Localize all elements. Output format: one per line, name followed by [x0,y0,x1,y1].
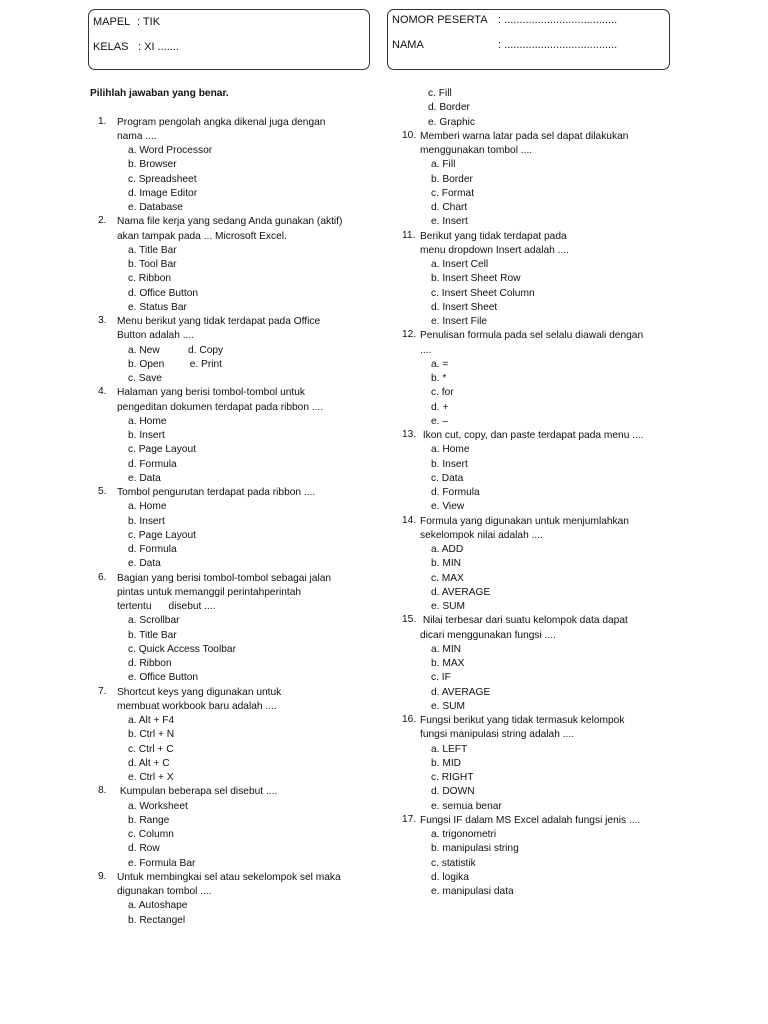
nomor-peserta-value: : ..................................... [498,14,618,26]
question-text: akan tampak pada ... Microsoft Excel. [117,230,287,242]
answer-option: e. Insert [431,216,468,228]
answer-option: e. Database [128,202,183,213]
question-text: Nama file kerja yang sedang Anda gunakan (aktif) [117,216,343,228]
question-number: 6. [98,571,107,583]
answer-option: e. manipulasi data [431,886,514,897]
mapel-label: MAPEL [93,16,131,28]
question-text: menu dropdown Insert adalah .... [420,244,569,256]
answer-option: c. Insert Sheet Column [431,287,535,299]
answer-option: e. Data [128,558,161,570]
nama-value: : ..................................... [498,39,618,51]
right-question-list [400,130,680,900]
left-question-list [90,116,380,928]
answer-option: a. MIN [431,643,462,655]
question-item [90,486,380,572]
question-number: 9. [98,870,107,882]
answer-option: d. AVERAGE [431,586,491,598]
answer-option: b. Insert [128,515,165,527]
question-item [90,215,380,315]
answer-option: e. Data [128,472,161,484]
left-column [90,87,380,928]
answer-option: c. Format [431,187,475,199]
question-number: 15. [402,614,417,626]
question-number: 10. [402,129,417,141]
answer-option: a. Home [128,501,167,513]
participant-info-box [387,9,670,70]
question-text: sekelompok nilai adalah .... [420,529,543,541]
right-column [400,87,680,899]
question-text: Halaman yang berisi tombol-tombol untuk [117,387,305,399]
question-text: tertentu disebut .... [117,601,216,612]
question-item [400,714,680,814]
question-text: Program pengolah angka dikenal juga dengan [117,116,326,128]
question-number: 1. [98,115,107,127]
answer-option: c. Column [128,829,174,840]
question-text: menggunakan tombol .... [420,145,533,156]
answer-option: d. Formula [128,458,177,470]
question-item [400,230,680,330]
answer-option: b. MID [431,757,462,769]
question-text: pintas untuk memanggil perintahperintah [117,586,302,598]
question-text: Tombol pengurutan terdapat pada ribbon .... [117,487,316,498]
kelas-value: : XI ....... [138,41,179,53]
question-number: 12. [402,329,417,341]
answer-option: b. Browser [128,159,177,171]
answer-option: d. Border [428,102,470,114]
answer-option: d. Office Button [128,287,199,299]
question-text: Shortcut keys yang digunakan untuk [117,686,282,698]
answer-option: b. Open e. Print [128,358,222,370]
answer-option: d. Alt + C [128,757,170,769]
answer-option: b. Tool Bar [128,259,177,270]
nomor-peserta-label: NOMOR PESERTA [392,14,488,26]
answer-option: d. DOWN [431,786,475,798]
question-item [90,871,380,928]
question-text: Ikon cut, copy, dan paste terdapat pada menu .... [420,430,644,441]
question-item [400,429,680,515]
answer-option: a. LEFT [431,743,468,755]
answer-option: d. Row [128,843,160,855]
answer-option: d. + [431,401,449,413]
answer-option: b. Border [431,173,473,185]
question-number: 4. [98,386,107,398]
question-number: 8. [98,785,107,797]
question-item [90,116,380,216]
answer-option: c. statistik [431,857,476,869]
answer-option: d. AVERAGE [431,686,491,698]
answer-option: c. Spreadsheet [128,173,197,185]
answer-option: d. Image Editor [128,187,198,199]
answer-option: c. Ctrl + C [128,743,174,755]
question-item [400,329,680,429]
question-text: Nilai terbesar dari suatu kelompok data dapat [420,615,628,627]
question-number: 14. [402,514,417,526]
question-text: digunakan tombol .... [117,886,212,897]
answer-option: c. Page Layout [128,444,196,456]
question-number: 3. [98,315,107,326]
question-text: .... [420,344,432,356]
mapel-value: : TIK [137,16,161,28]
question-number: 5. [98,486,107,497]
answer-option: a. ADD [431,544,464,555]
question-item [90,315,380,386]
answer-option: b. MAX [431,658,465,669]
question-text: Penulisan formula pada sel selalu diawali dengan [420,330,644,342]
answer-option: e. View [431,501,465,513]
question-text: Formula yang digunakan untuk menjumlahkan [420,515,629,527]
answer-option: b. Range [128,814,170,826]
question-number: 2. [98,215,107,227]
answer-option: d. Formula [128,544,177,555]
answer-option: b. Rectangel [128,914,186,926]
question-item [400,614,680,714]
answer-option: a. New d. Copy [128,344,224,356]
question-text: Fungsi IF dalam MS Excel adalah fungsi jenis .... [420,814,641,826]
answer-option: a. Word Processor [128,145,213,156]
answer-option: b. * [431,373,447,384]
answer-option: e. Ctrl + X [128,772,174,783]
question-number: 11. [402,229,416,241]
answer-option: b. Ctrl + N [128,729,175,741]
answer-option: b. Insert [128,430,165,441]
question-number: 16. [402,714,417,725]
question-text: membuat workbook baru adalah .... [117,700,277,712]
answer-option: b. Title Bar [128,629,177,641]
question-item [400,814,680,900]
answer-option: e. SUM [431,601,465,612]
answer-option: c. IF [431,672,451,684]
answer-option: e. Status Bar [128,301,187,313]
instruction-text: Pilihlah jawaban yang benar. [90,88,229,99]
answer-option: a. Home [128,415,167,427]
answer-option: c. Data [431,472,464,484]
answer-option: d. logika [431,871,469,883]
answer-option: c. for [431,387,454,399]
answer-option: b. Insert Sheet Row [431,273,521,285]
question-item [400,515,680,615]
answer-option: a. Scrollbar [128,615,180,627]
question-9-continued-options [400,87,680,130]
question-text: Untuk membingkai sel atau sekelompok sel maka [117,871,341,883]
answer-option: c. MAX [431,572,464,584]
answer-option: a. trigonometri [431,829,497,840]
answer-option: a. Worksheet [128,800,188,812]
question-text: Berikut yang tidak terdapat pada [420,230,567,242]
nama-label: NAMA [392,39,424,51]
answer-option: b. manipulasi string [431,843,519,855]
answer-option: a. Alt + F4 [128,715,175,726]
question-number: 17. [402,813,417,825]
answer-option: a. Home [431,444,470,456]
answer-option: d. Insert Sheet [431,301,498,313]
question-item [90,572,380,686]
answer-option: e. – [431,415,448,427]
question-text: Kumpulan beberapa sel disebut .... [117,786,278,798]
answer-option: c. RIGHT [431,772,474,783]
question-text: Button adalah .... [117,330,195,342]
question-item [90,386,380,486]
question-text: Bagian yang berisi tombol-tombol sebagai jalan [117,572,332,584]
question-number: 13. [402,429,417,440]
answer-option: c. Quick Access Toolbar [128,643,236,655]
answer-option: c. Ribbon [128,273,172,285]
question-item [90,686,380,786]
spacer [90,101,380,115]
question-item [400,130,680,230]
answer-option: a. Title Bar [128,244,177,256]
question-item [90,785,380,871]
answer-option: e. Insert File [431,316,488,327]
answer-option: c. Page Layout [128,529,196,541]
answer-option: a. Insert Cell [431,259,489,270]
answer-option: d. Ribbon [128,658,172,669]
answer-option: b. MIN [431,558,462,570]
question-text: Memberi warna latar pada sel dapat dilakukan [420,130,629,142]
question-text: nama .... [117,130,157,142]
answer-option: e. Formula Bar [128,857,196,869]
question-number: 7. [98,685,107,697]
question-text: fungsi manipulasi string adalah .... [420,729,575,741]
question-text: Menu berikut yang tidak terdapat pada Office [117,316,321,327]
answer-option: e. semua benar [431,800,502,812]
answer-option: b. Insert [431,458,468,470]
answer-option: e. SUM [431,700,465,712]
answer-option: a. Autoshape [128,900,188,912]
answer-option: c. Save [128,373,162,384]
question-text: dicari menggunakan fungsi .... [420,629,556,641]
answer-option: a. Fill [431,159,456,171]
answer-option: a. = [431,358,449,370]
answer-option: e. Office Button [128,672,199,684]
answer-option: e. Graphic [428,116,475,128]
question-text: Fungsi berikut yang tidak termasuk kelompok [420,715,625,726]
answer-option: d. Formula [431,487,480,498]
kelas-label: KELAS [93,41,129,53]
question-text: pengeditan dokumen terdapat pada ribbon .... [117,401,324,413]
answer-option: c. Fill [428,88,452,99]
answer-option: d. Chart [431,202,468,213]
subject-info-box [88,9,370,70]
